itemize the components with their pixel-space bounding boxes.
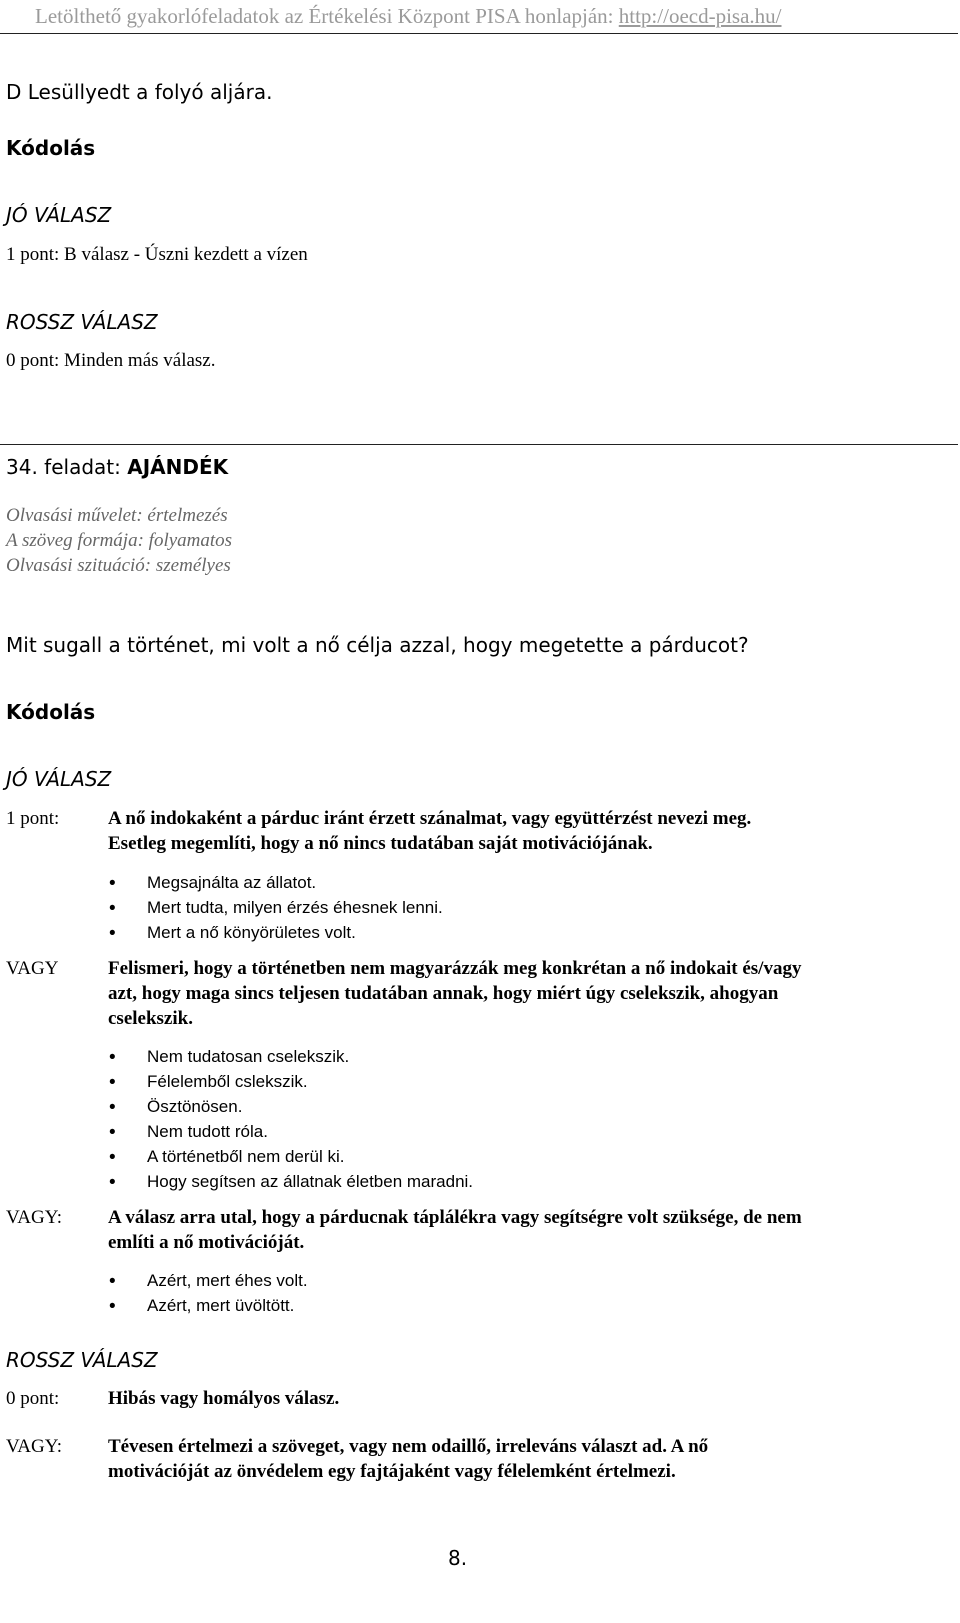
list-item: • Mert tudta, milyen érzés éhesnek lenni.	[147, 898, 443, 918]
list-item: • Félelemből cslekszik.	[147, 1072, 308, 1092]
or2-label: VAGY:	[6, 1207, 62, 1228]
bad-answer-title: ROSSZ VÁLASZ	[6, 1348, 158, 1372]
header-text: Letölthető gyakorlófeladatok az Értékelési Központ PISA honlapján:	[35, 4, 619, 28]
good-answer-title-prev: JÓ VÁLASZ	[6, 203, 112, 227]
coding-title-prev: Kódolás	[6, 136, 96, 160]
point1-line1: A nő indokaként a párduc iránt érzett szánalmat, vagy együttérzést nevezi meg.	[108, 808, 752, 829]
or2-line2: említi a nő motivációját.	[108, 1232, 305, 1253]
list-item: • A történetből nem derül ki.	[147, 1147, 345, 1167]
or3-line1: Tévesen értelmezi a szöveget, vagy nem odaillő, irreleváns választ ad. A nő	[108, 1436, 709, 1457]
option-d: D Lesüllyedt a folyó aljára.	[6, 80, 273, 104]
point1-label: 1 pont:	[6, 808, 60, 829]
list-item: • Hogy segítsen az állatnak életben maradni.	[147, 1172, 473, 1192]
list-item: • Megsajnálta az állatot.	[147, 873, 316, 893]
list-item: • Azért, mert éhes volt.	[147, 1271, 308, 1291]
meta-operation: Olvasási művelet: értelmezés	[6, 505, 228, 526]
header-rule	[0, 33, 958, 34]
meta-text-form: A szöveg formája: folyamatos	[6, 530, 233, 551]
coding-title: Kódolás	[6, 700, 96, 724]
header-link[interactable]: http://oecd-pisa.hu/	[618, 4, 782, 28]
task-title-name: AJÁNDÉK	[127, 455, 229, 479]
list-item: • Nem tudott róla.	[147, 1122, 268, 1142]
or1-label: VAGY	[6, 958, 59, 979]
point0-text: Hibás vagy homályos válasz.	[108, 1388, 340, 1409]
section-rule	[0, 444, 958, 445]
point1-line2: Esetleg megemlíti, hogy a nő nincs tudatában saját motivációjának.	[108, 833, 653, 854]
list-item: • Ösztönösen.	[147, 1097, 242, 1117]
list-item: • Azért, mert üvöltött.	[147, 1296, 294, 1316]
task-title	[6, 455, 228, 479]
or1-line1: Felismeri, hogy a történetben nem magyarázzák meg konkrétan a nő indokait és/vagy	[108, 958, 802, 979]
page-header	[35, 4, 782, 29]
point0-label: 0 pont:	[6, 1388, 60, 1409]
question-text: Mit sugall a történet, mi volt a nő célja azzal, hogy megetette a párducot?	[6, 633, 749, 657]
bad-answer-title-prev: ROSSZ VÁLASZ	[6, 310, 158, 334]
meta-situation: Olvasási szituáció: személyes	[6, 555, 231, 576]
list-item: • Nem tudatosan cselekszik.	[147, 1047, 349, 1067]
list-item: • Mert a nő könyörületes volt.	[147, 923, 356, 943]
good-answer-text-prev: 1 pont: B válasz - Úszni kezdett a vízen	[6, 244, 308, 265]
good-answer-title: JÓ VÁLASZ	[6, 767, 112, 791]
or1-line3: cselekszik.	[108, 1008, 193, 1029]
or1-line2: azt, hogy maga sincs teljesen tudatában annak, hogy miért úgy cselekszik, ahogyan	[108, 983, 779, 1004]
or3-line2: motivációját az önvédelem egy fajtájaként vagy félelemként értelmezi.	[108, 1461, 676, 1482]
or2-line1: A válasz arra utal, hogy a párducnak táplálékra vagy segítségre volt szüksége, de nem	[108, 1207, 802, 1228]
or3-label: VAGY:	[6, 1436, 62, 1457]
page-number: 8.	[448, 1546, 468, 1570]
task-title-prefix: 34. feladat:	[6, 455, 128, 479]
bad-answer-text-prev: 0 pont: Minden más válasz.	[6, 350, 216, 371]
